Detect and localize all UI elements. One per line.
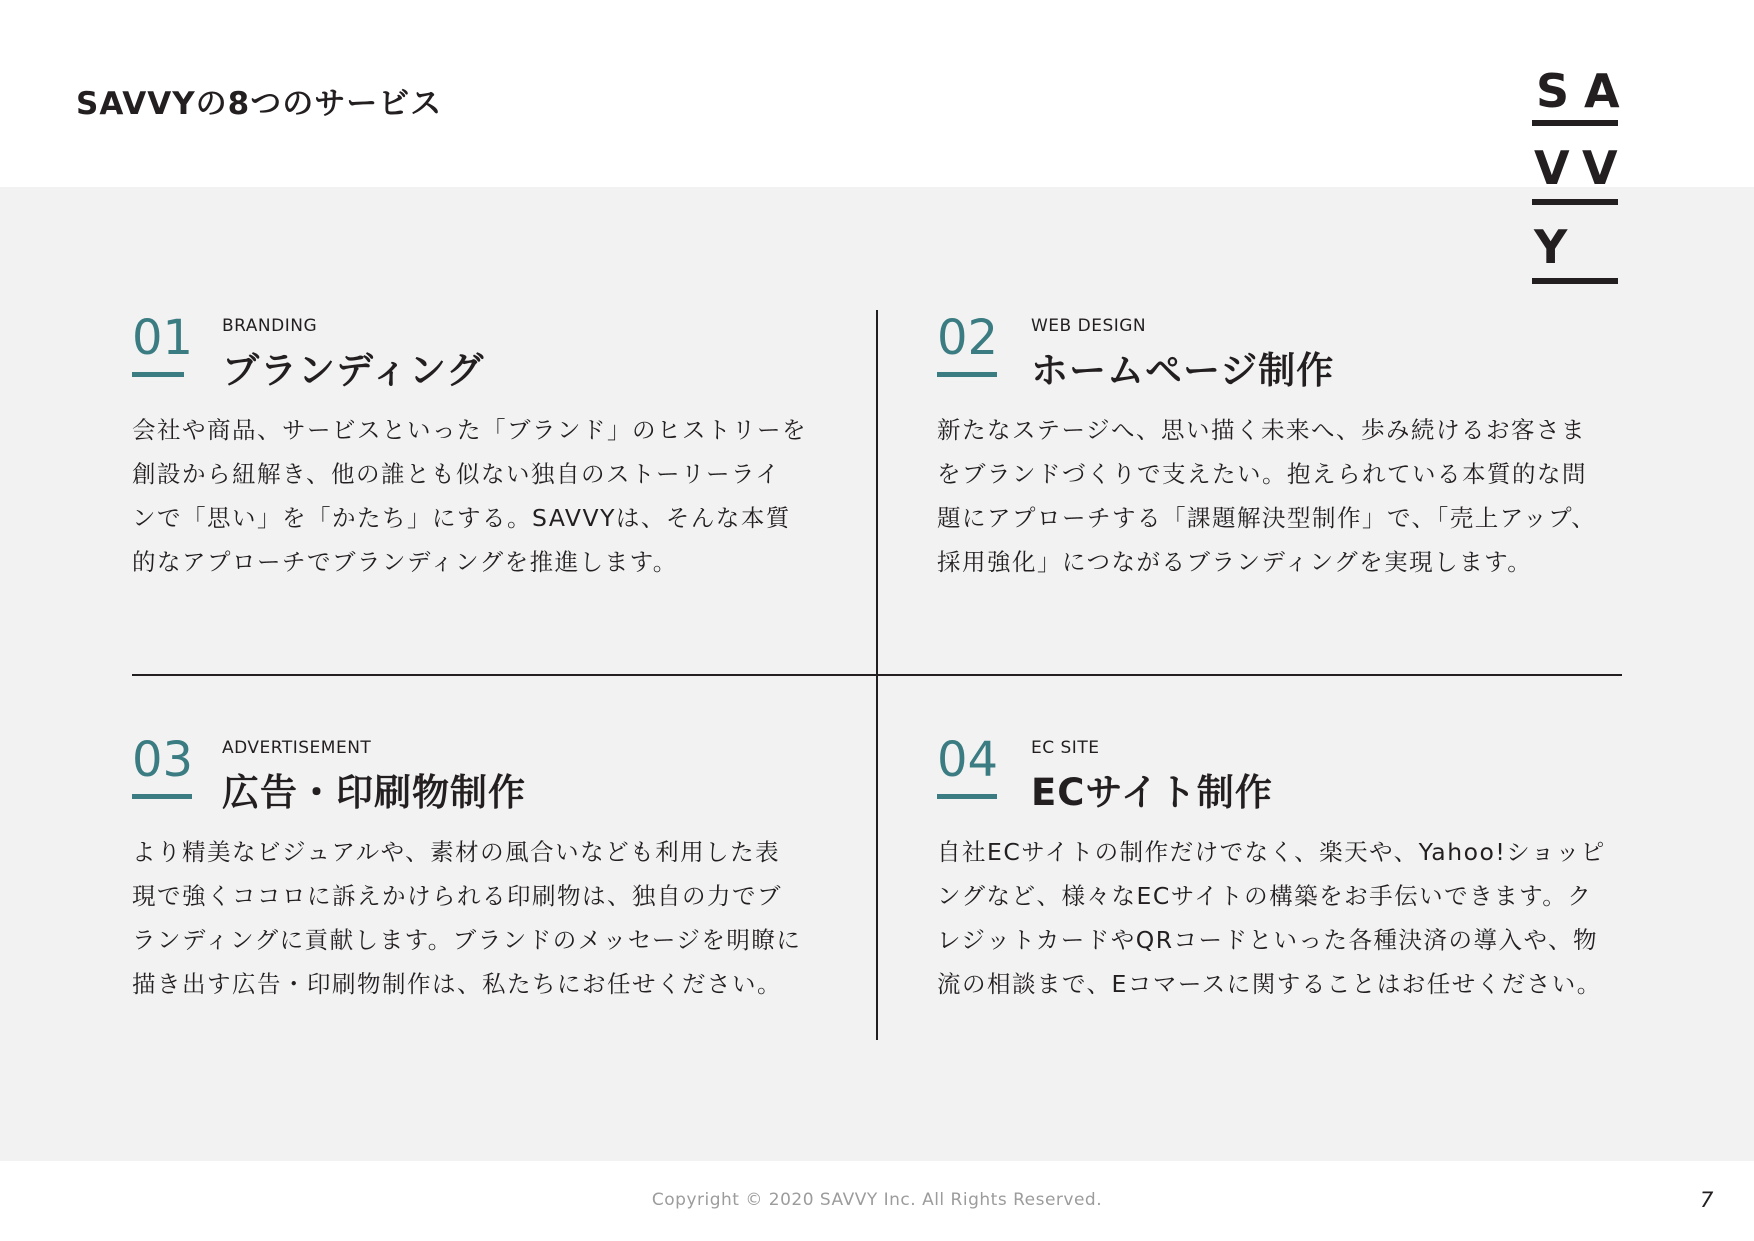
number-underline [937,372,997,377]
service-number: 04 [937,732,999,788]
logo-letter: S [1536,64,1570,118]
service-english-label: BRANDING [222,316,318,336]
service-description [132,830,822,1006]
service-title: 広告・印刷物制作 [222,771,526,814]
description-line: ランディングに貢献します。ブランドのメッセージを明瞭に [132,926,802,954]
service-description [937,830,1627,1006]
description-line: 創設から紐解き、他の誰とも似ない独自のストーリーライ [132,460,781,488]
description-line: ンで「思い」を「かたち」にする。SAVVYは、そんな本質 [132,504,791,532]
service-english-label: EC SITE [1031,738,1100,758]
service-title: ECサイト制作 [1031,771,1273,814]
service-title: ホームページ制作 [1031,349,1335,392]
description-line: 流の相談まで、Eコマースに関することはお任せください。 [937,970,1602,998]
logo-rule [1532,120,1618,126]
logo-rule [1532,199,1618,205]
description-line: 自社ECサイトの制作だけでなく、楽天や、Yahoo!ショッピ [937,838,1606,866]
page-title: SAVVYの8つのサービス [76,86,443,122]
service-number: 03 [132,732,194,788]
logo-rule [1532,278,1618,284]
service-number: 01 [132,310,194,366]
logo-letter: A [1584,64,1620,118]
service-english-label: WEB DESIGN [1031,316,1147,336]
logo-letter: V [1582,141,1618,195]
service-description [937,408,1627,584]
logo-letter: Y [1534,220,1568,274]
service-number: 02 [937,310,999,366]
logo-letter: V [1534,141,1570,195]
page-number: 7 [1700,1188,1714,1212]
description-line: 的なアプローチでブランディングを推進します。 [132,548,678,576]
description-line: 採用強化」につながるブランディングを実現します。 [937,548,1533,576]
copyright: Copyright © 2020 SAVVY Inc. All Rights Reserved. [651,1190,1103,1210]
service-english-label: ADVERTISEMENT [222,738,372,758]
description-line: ングなど、様々なECサイトの構築をお手伝いできます。ク [937,882,1593,910]
description-line: 会社や商品、サービスといった「ブランド」のヒストリーを [132,416,807,444]
number-underline [132,794,192,799]
horizontal-divider [132,674,1622,676]
service-description [132,408,822,584]
description-line: レジットカードやQRコードといった各種決済の導入や、物 [937,926,1599,954]
service-title: ブランディング [222,349,485,392]
description-line: 現で強くココロに訴えかけられる印刷物は、独自の力でブ [132,882,782,910]
description-line: 新たなステージへ、思い描く未来へ、歩み続けるお客さま [937,416,1587,444]
description-line: をブランドづくりで支えたい。抱えられている本質的な問 [937,460,1587,488]
description-line: より精美なビジュアルや、素材の風合いなども利用した表 [132,838,781,866]
number-underline [937,794,997,799]
description-line: 題にアプローチする「課題解決型制作」で、「売上アップ、 [937,504,1597,532]
description-line: 描き出す広告・印刷物制作は、私たちにお任せください。 [132,970,782,998]
number-underline [132,372,184,377]
